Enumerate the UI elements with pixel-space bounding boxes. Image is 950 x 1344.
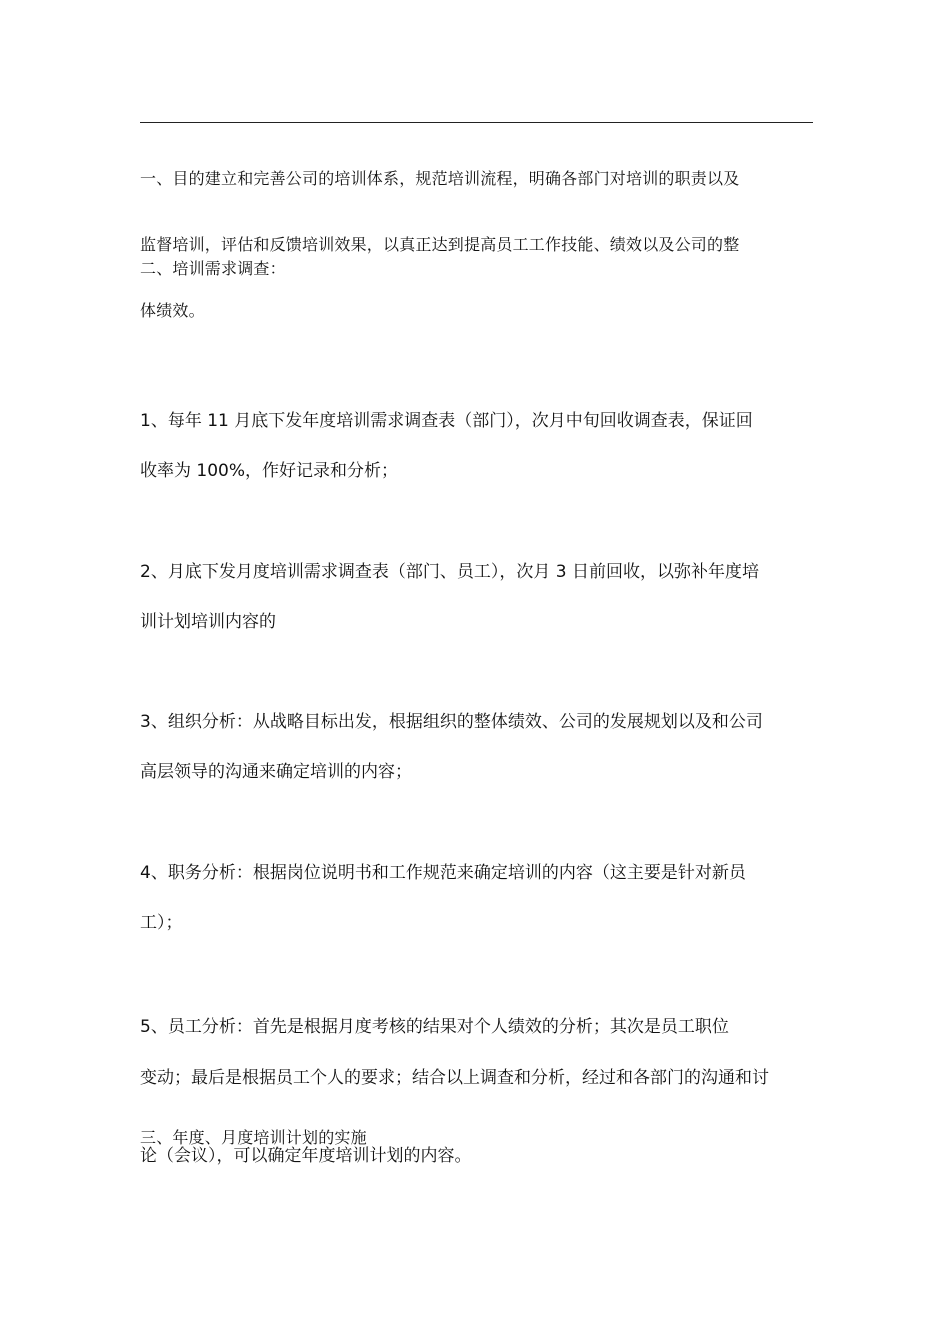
list-item-2-line-2: 训计划培训内容的 [140,612,276,632]
list-item-3-line-2: 高层领导的沟通来确定培训的内容； [140,762,412,782]
section-purpose-line: 监督培训，评估和反馈培训效果，以真正达到提高员工工作技能、绩效以及公司的整 [140,235,740,254]
section-purpose-line: 一、目的建立和完善公司的培训体系，规范培训流程，明确各部门对培训的职责以及 [140,169,740,188]
list-item-1-line-1: 1、每年 11 月底下发年度培训需求调查表（部门），次月中旬回收调查表，保证回 [140,411,753,431]
list-item-4-line-1: 4、职务分析：根据岗位说明书和工作规范来确定培训的内容（这主要是针对新员 [140,863,746,883]
list-item-5-line-3: 论（会议），可以确定年度培训计划的内容。 [140,1146,472,1166]
list-item-1-line-2: 收率为 100%，作好记录和分析； [140,461,399,481]
list-item-5-line-2: 变动；最后是根据员工个人的要求；结合以上调查和分析，经过和各部门的沟通和讨 [140,1068,769,1088]
section-purpose [140,124,813,366]
list-item-2-line-1: 2、月底下发月度培训需求调查表（部门、员工），次月 3 日前回收，以弥补年度培 [140,562,759,582]
list-item-5-line-1: 5、员工分析：首先是根据月度考核的结果对个人绩效的分析；其次是员工职位 [140,1017,729,1037]
list-item-3-line-1: 3、组织分析：从战略目标出发，根据组织的整体绩效、公司的发展规划以及和公司 [140,712,763,732]
section-implementation-heading: 三、年度、月度培训计划的实施 [140,1128,367,1147]
section-training-needs-heading: 二、培训需求调查： [140,259,286,278]
header-rule [140,122,813,123]
list-item-5-cont [140,1013,813,1221]
list-item-4-line-2: 工）； [140,913,183,933]
section-purpose-line: 体绩效。 [140,301,205,320]
